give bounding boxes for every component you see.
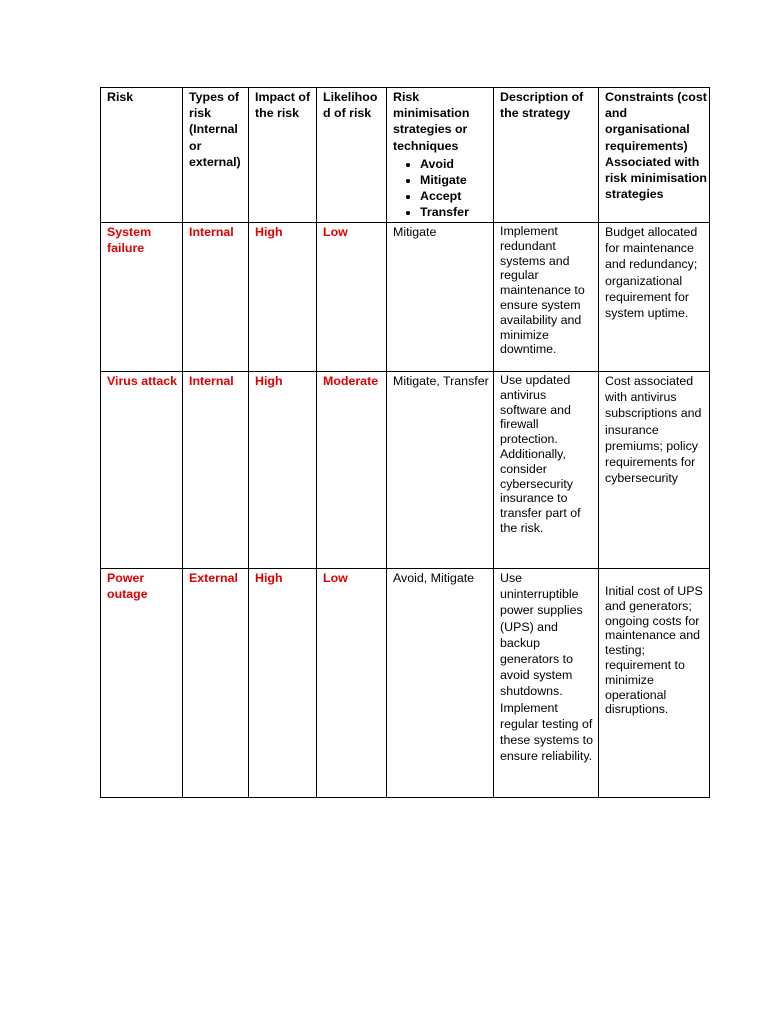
risk-constraints: Initial cost of UPS and generators; ongoing costs for maintenance and testing; requirement to minimize operational disruptions.: [605, 584, 703, 717]
header-types: Types of risk (Internal or external): [183, 88, 249, 223]
header-strategies-title: Risk minimisation strategies or techniques: [393, 90, 470, 153]
risk-type: Internal: [183, 223, 249, 372]
header-impact: Impact of the risk: [249, 88, 317, 223]
risk-likelihood: Low: [317, 569, 387, 798]
risk-strategy: Mitigate, Transfer: [387, 372, 494, 569]
table-row: [101, 223, 710, 372]
risk-type: External: [183, 569, 249, 798]
strategy-option: • Transfer: [420, 204, 491, 220]
risk-impact: High: [249, 569, 317, 798]
risk-description: Use uninterruptible power supplies (UPS) and backup generators to avoid system shutdowns. Implement regular testing of these systems to ensure reliability.: [494, 569, 599, 798]
risk-name: System failure: [101, 223, 183, 372]
table-row: [101, 372, 710, 569]
header-strategies: [387, 88, 494, 223]
strategy-option: • Avoid: [420, 156, 491, 172]
strategy-option: • Accept: [420, 188, 491, 204]
risk-name: Virus attack: [101, 372, 183, 569]
risk-constraints: Budget allocated for maintenance and redundancy; organizational requirement for system uptime.: [599, 223, 710, 372]
table-header-row: [101, 88, 710, 223]
header-risk: Risk: [101, 88, 183, 223]
risk-table: [100, 87, 710, 798]
risk-description: Implement redundant systems and regular maintenance to ensure system availability and minimize downtime.: [494, 223, 599, 372]
header-description: Description of the strategy: [494, 88, 599, 223]
risk-likelihood: Low: [317, 223, 387, 372]
risk-impact: High: [249, 223, 317, 372]
risk-type: Internal: [183, 372, 249, 569]
risk-impact: High: [249, 372, 317, 569]
cell-spacer: [605, 570, 707, 584]
header-constraints: Constraints (cost and organisational requirements) Associated with risk minimisation strategies: [599, 88, 710, 223]
risk-constraints: Cost associated with antivirus subscriptions and insurance premiums; policy requirements for cybersecurity: [599, 372, 710, 569]
strategy-option: • Mitigate: [420, 172, 491, 188]
strategy-options-list: [393, 156, 491, 220]
risk-strategy: Mitigate: [387, 223, 494, 372]
risk-strategy: Avoid, Mitigate: [387, 569, 494, 798]
risk-description: Use updated antivirus software and firewall protection. Additionally, consider cybersecurity insurance to transfer part of the risk.: [494, 372, 599, 569]
risk-name: Power outage: [101, 569, 183, 798]
header-likelihood: Likelihood of risk: [317, 88, 387, 223]
risk-constraints-cell: [599, 569, 710, 798]
table-row: [101, 569, 710, 798]
risk-likelihood: Moderate: [317, 372, 387, 569]
